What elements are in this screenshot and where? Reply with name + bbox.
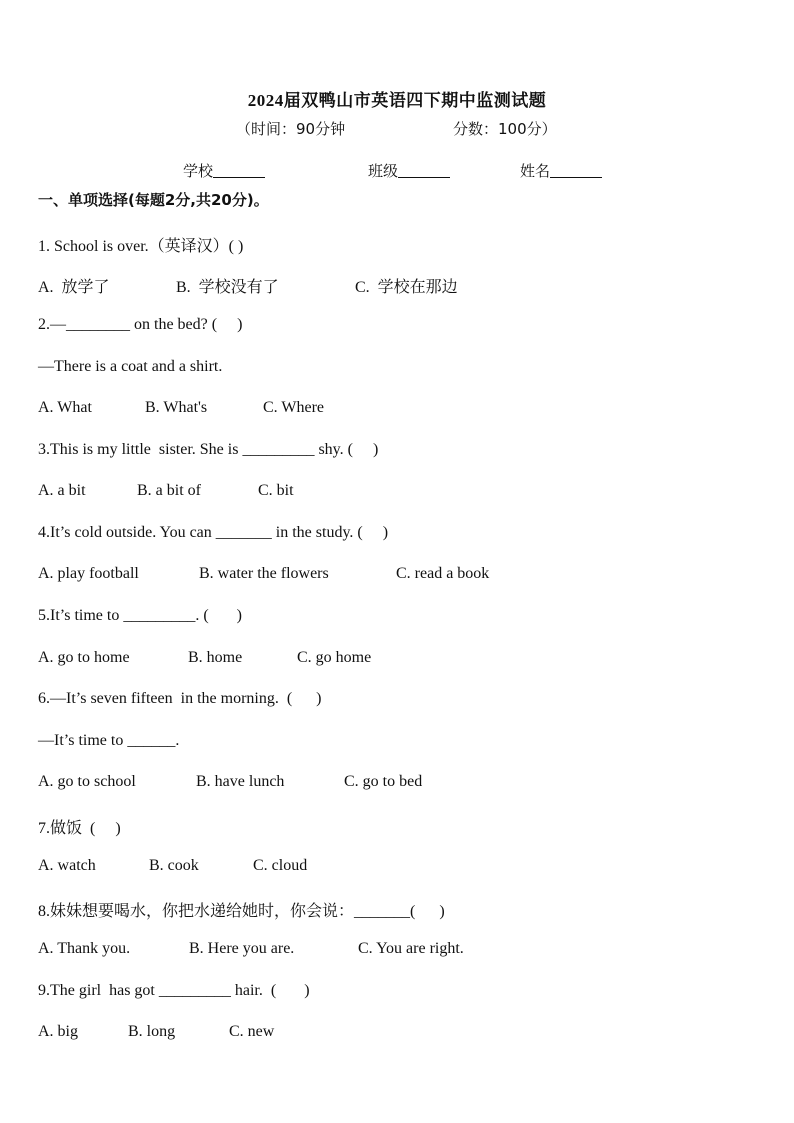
question-2-option-b: B. What's [145,399,208,416]
question-2-stem-response: —There is a coat and a shirt. [38,358,223,375]
question-5-option-c: C. go home [297,649,372,666]
question-7-option-a: A. watch [38,857,96,874]
school-field [183,160,265,181]
question-4-option-a: A. play football [38,565,139,582]
question-6-option-a: A. go to school [38,773,136,790]
question-4-option-c: C. read a book [396,565,490,582]
question-8-option-a: A. Thank you. [38,940,131,957]
question-4-stem: 4.It’s cold outside. You can _______ in the study. ( ) [38,524,389,541]
question-6-stem: 6.—It’s seven fifteen in the morning. ( ) [38,690,322,707]
question-7-option-b: B. cook [149,857,199,874]
question-8-option-b: B. Here you are. [189,940,295,957]
name-field [520,160,602,181]
exam-title: 2024届双鸭山市英语四下期中监测试题 [247,91,547,110]
question-8-stem: 8.妹妹想要喝水，你把水递给她时，你会说：_______( ) [38,903,445,920]
question-5-stem: 5.It’s time to _________. ( ) [38,607,242,624]
question-8-option-c: C. You are right. [358,940,464,957]
question-3-option-b: B. a bit of [137,482,201,499]
exam-time: （时间：90分钟 [236,120,346,138]
question-1-option-b: B. 学校没有了 [176,279,279,296]
question-9-option-b: B. long [128,1023,176,1040]
question-3-option-a: A. a bit [38,482,86,499]
question-7-stem: 7.做饭 ( ) [38,820,121,837]
question-2-option-a: A. What [38,399,92,416]
question-3-stem: 3.This is my little sister. She is _________ shy. ( ) [38,441,379,458]
question-5-option-a: A. go to home [38,649,130,666]
question-1-stem: 1. School is over.（英译汉）( ) [38,238,244,255]
school-label: 学校 [183,162,214,180]
school-blank [213,163,265,178]
question-9-option-a: A. big [38,1023,78,1040]
question-7-option-c: C. cloud [253,857,308,874]
section-title: 一、单项选择(每题2分,共20分)。 [38,191,269,209]
question-2-option-c: C. Where [263,399,325,416]
question-5-option-b: B. home [188,649,243,666]
question-9-option-c: C. new [229,1023,275,1040]
question-1-option-c: C. 学校在那边 [355,279,458,296]
question-1-option-a: A. 放学了 [38,279,110,296]
question-6-stem-response: —It’s time to ______. [38,732,180,749]
question-3-option-c: C. bit [258,482,294,499]
question-9-stem: 9.The girl has got _________ hair. ( ) [38,982,310,999]
class-blank [398,163,450,178]
question-2-stem: 2.—________ on the bed? ( ) [38,316,243,333]
name-label: 姓名 [520,162,551,180]
question-6-option-b: B. have lunch [196,773,285,790]
question-6-option-c: C. go to bed [344,773,423,790]
class-field [368,160,450,181]
question-4-option-b: B. water the flowers [199,565,329,582]
exam-score: 分数：100分） [453,120,557,138]
class-label: 班级 [368,162,399,180]
name-blank [550,163,602,178]
